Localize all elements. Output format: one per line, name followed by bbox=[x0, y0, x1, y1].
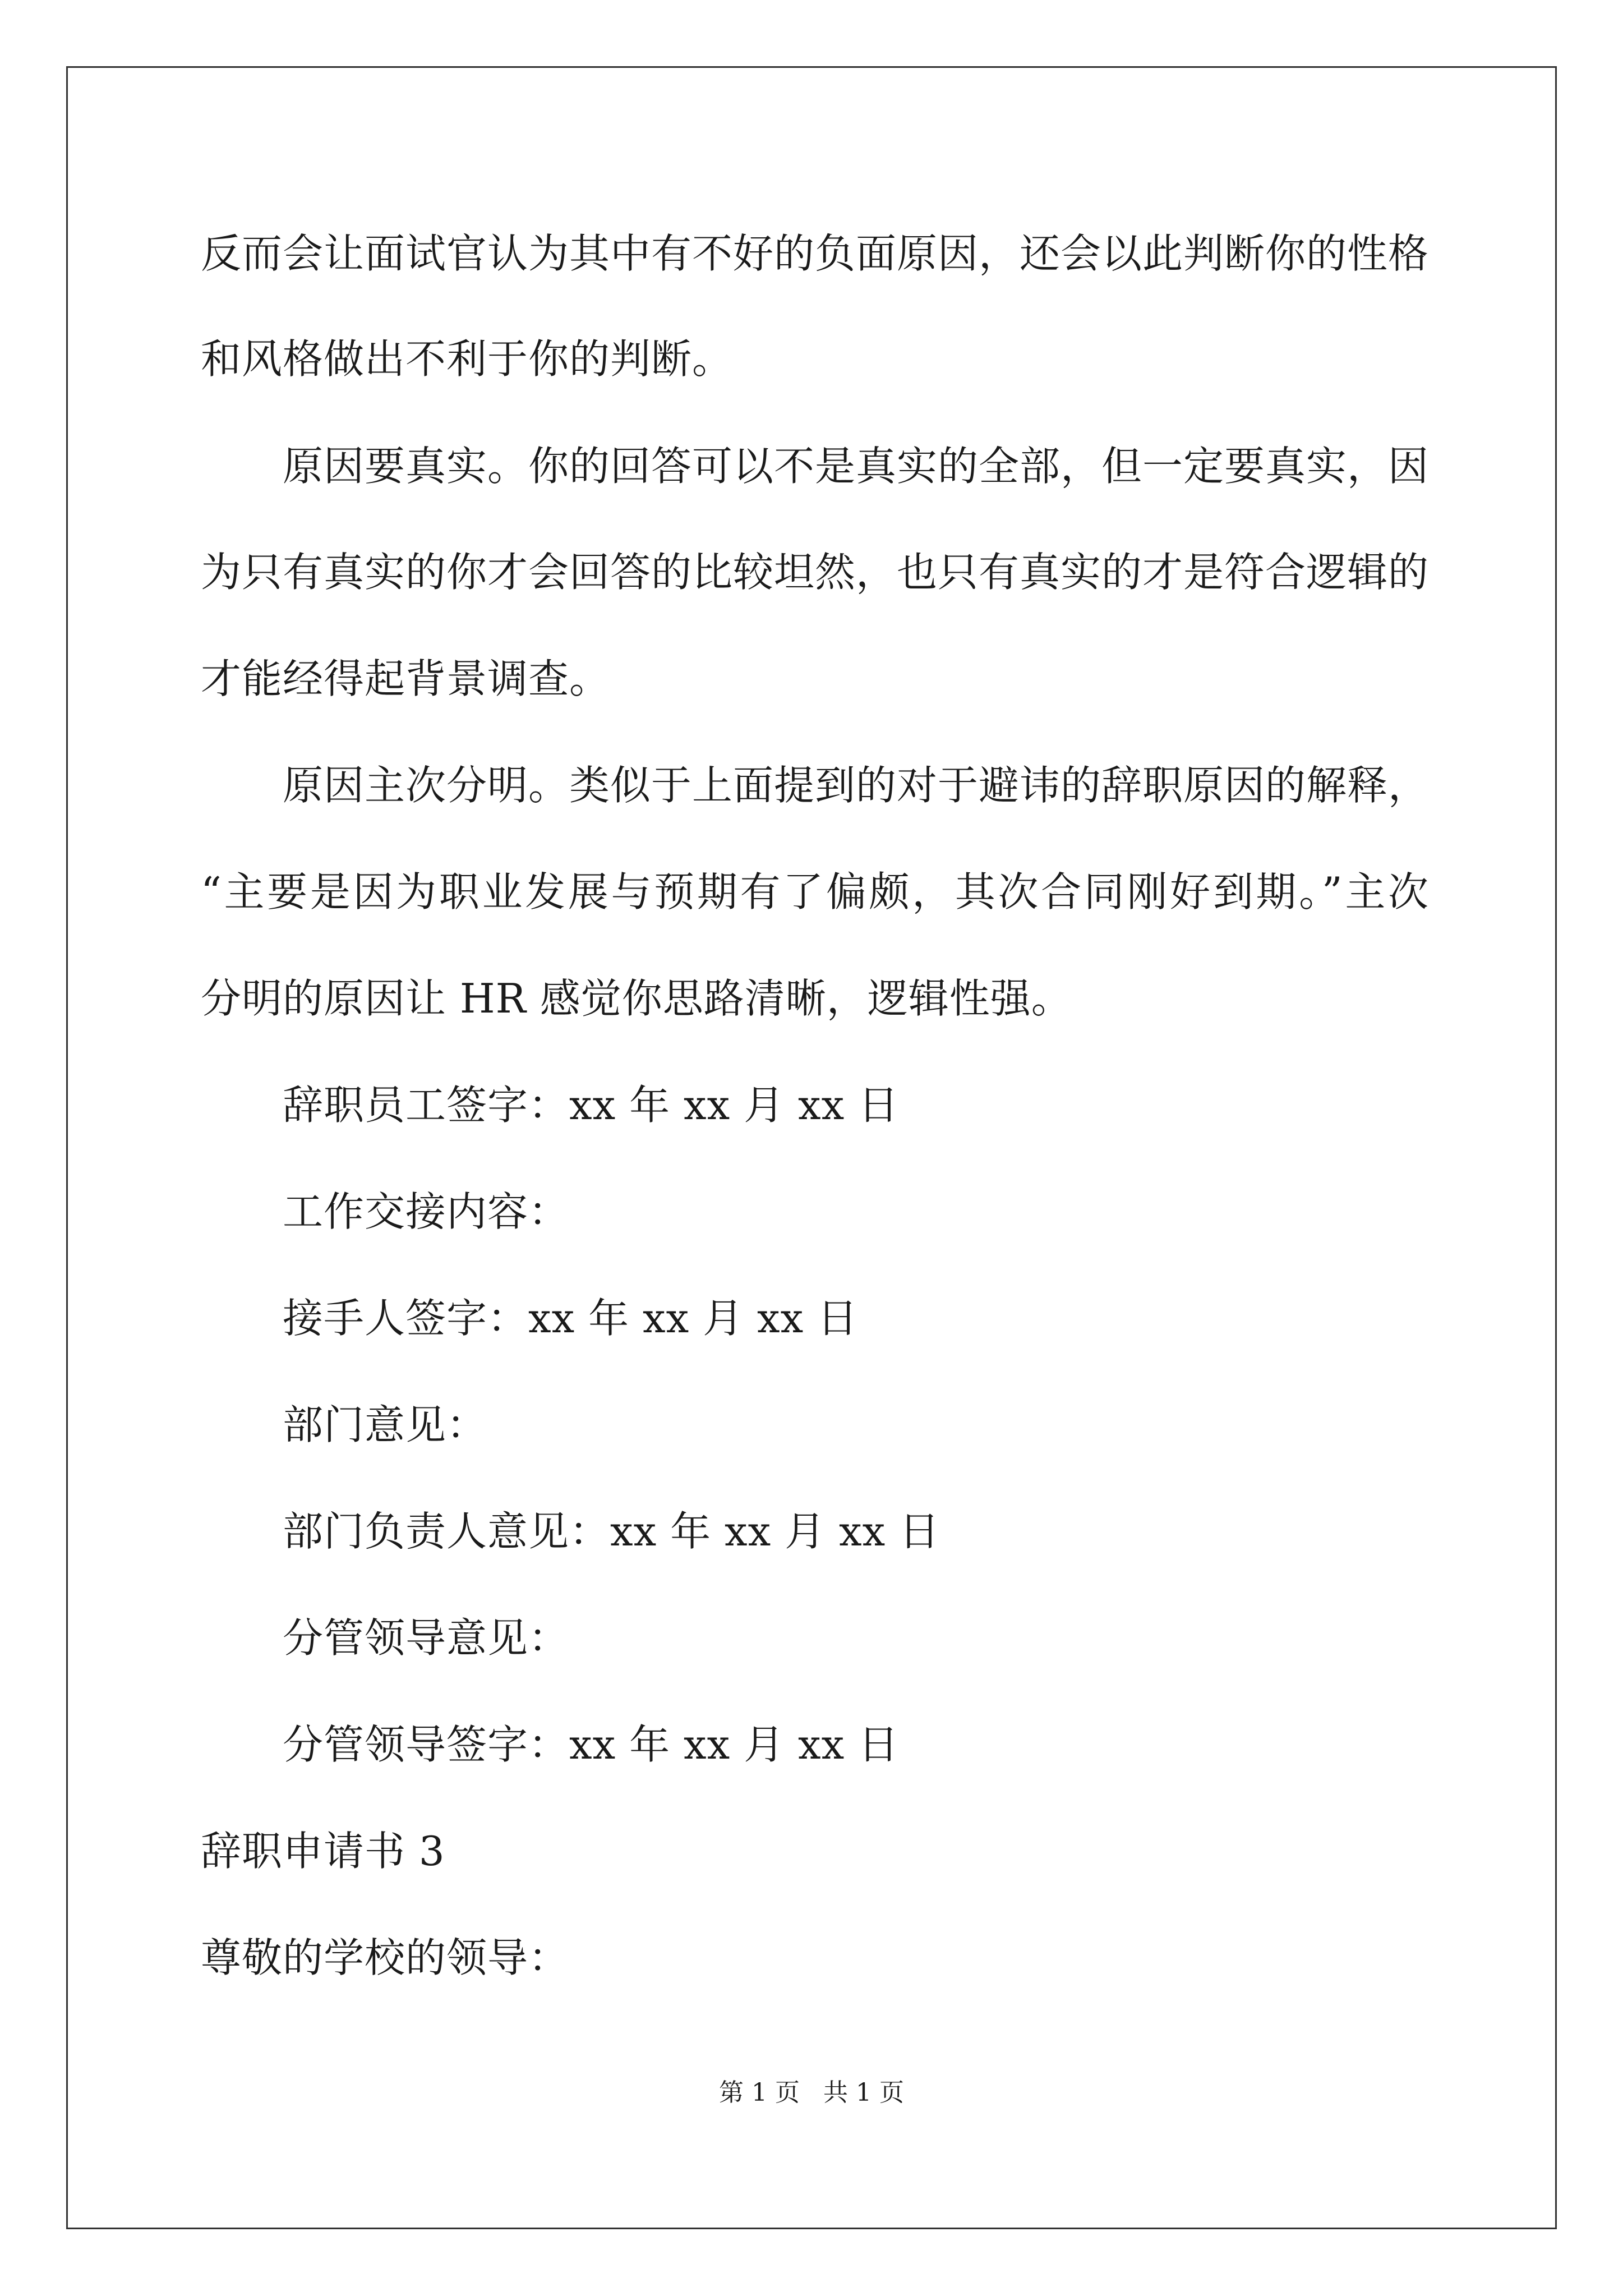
paragraph-line: 才能经得起背景调查。 bbox=[201, 655, 611, 702]
page-border bbox=[66, 66, 1557, 2229]
form-field-label: 部门意见： bbox=[283, 1401, 488, 1448]
paragraph-line: 原因要真实。你的回答可以不是真实的全部，但一定要真实，因 bbox=[283, 443, 1430, 490]
section-heading: 辞职申请书 3 bbox=[201, 1828, 445, 1875]
signature-line: 部门负责人意见：xx 年 xx 月 xx 日 bbox=[283, 1508, 940, 1555]
form-field-label: 工作交接内容： bbox=[283, 1188, 570, 1235]
paragraph-line: 分明的原因让 HR 感觉你思路清晰，逻辑性强。 bbox=[201, 975, 1072, 1022]
page-footer: 第 1 页 共 1 页 bbox=[719, 2078, 904, 2107]
form-field-label: 分管领导意见： bbox=[283, 1614, 570, 1662]
paragraph-line: 和风格做出不利于你的判断。 bbox=[201, 335, 734, 383]
signature-line: 分管领导签字：xx 年 xx 月 xx 日 bbox=[283, 1721, 900, 1768]
signature-line: 辞职员工签字：xx 年 xx 月 xx 日 bbox=[283, 1082, 900, 1129]
salutation: 尊敬的学校的领导： bbox=[201, 1934, 570, 1981]
paragraph-line: 原因主次分明。类似于上面提到的对于避讳的辞职原因的解释， bbox=[283, 762, 1430, 809]
paragraph-line: 为只有真实的你才会回答的比较坦然，也只有真实的才是符合逻辑的 bbox=[201, 549, 1430, 596]
paragraph-line: 反而会让面试官认为其中有不好的负面原因，还会以此判断你的性格 bbox=[201, 230, 1430, 277]
paragraph-line: “主要是因为职业发展与预期有了偏颇，其次合同刚好到期。”主次 bbox=[201, 868, 1429, 915]
signature-line: 接手人签字：xx 年 xx 月 xx 日 bbox=[283, 1295, 859, 1342]
